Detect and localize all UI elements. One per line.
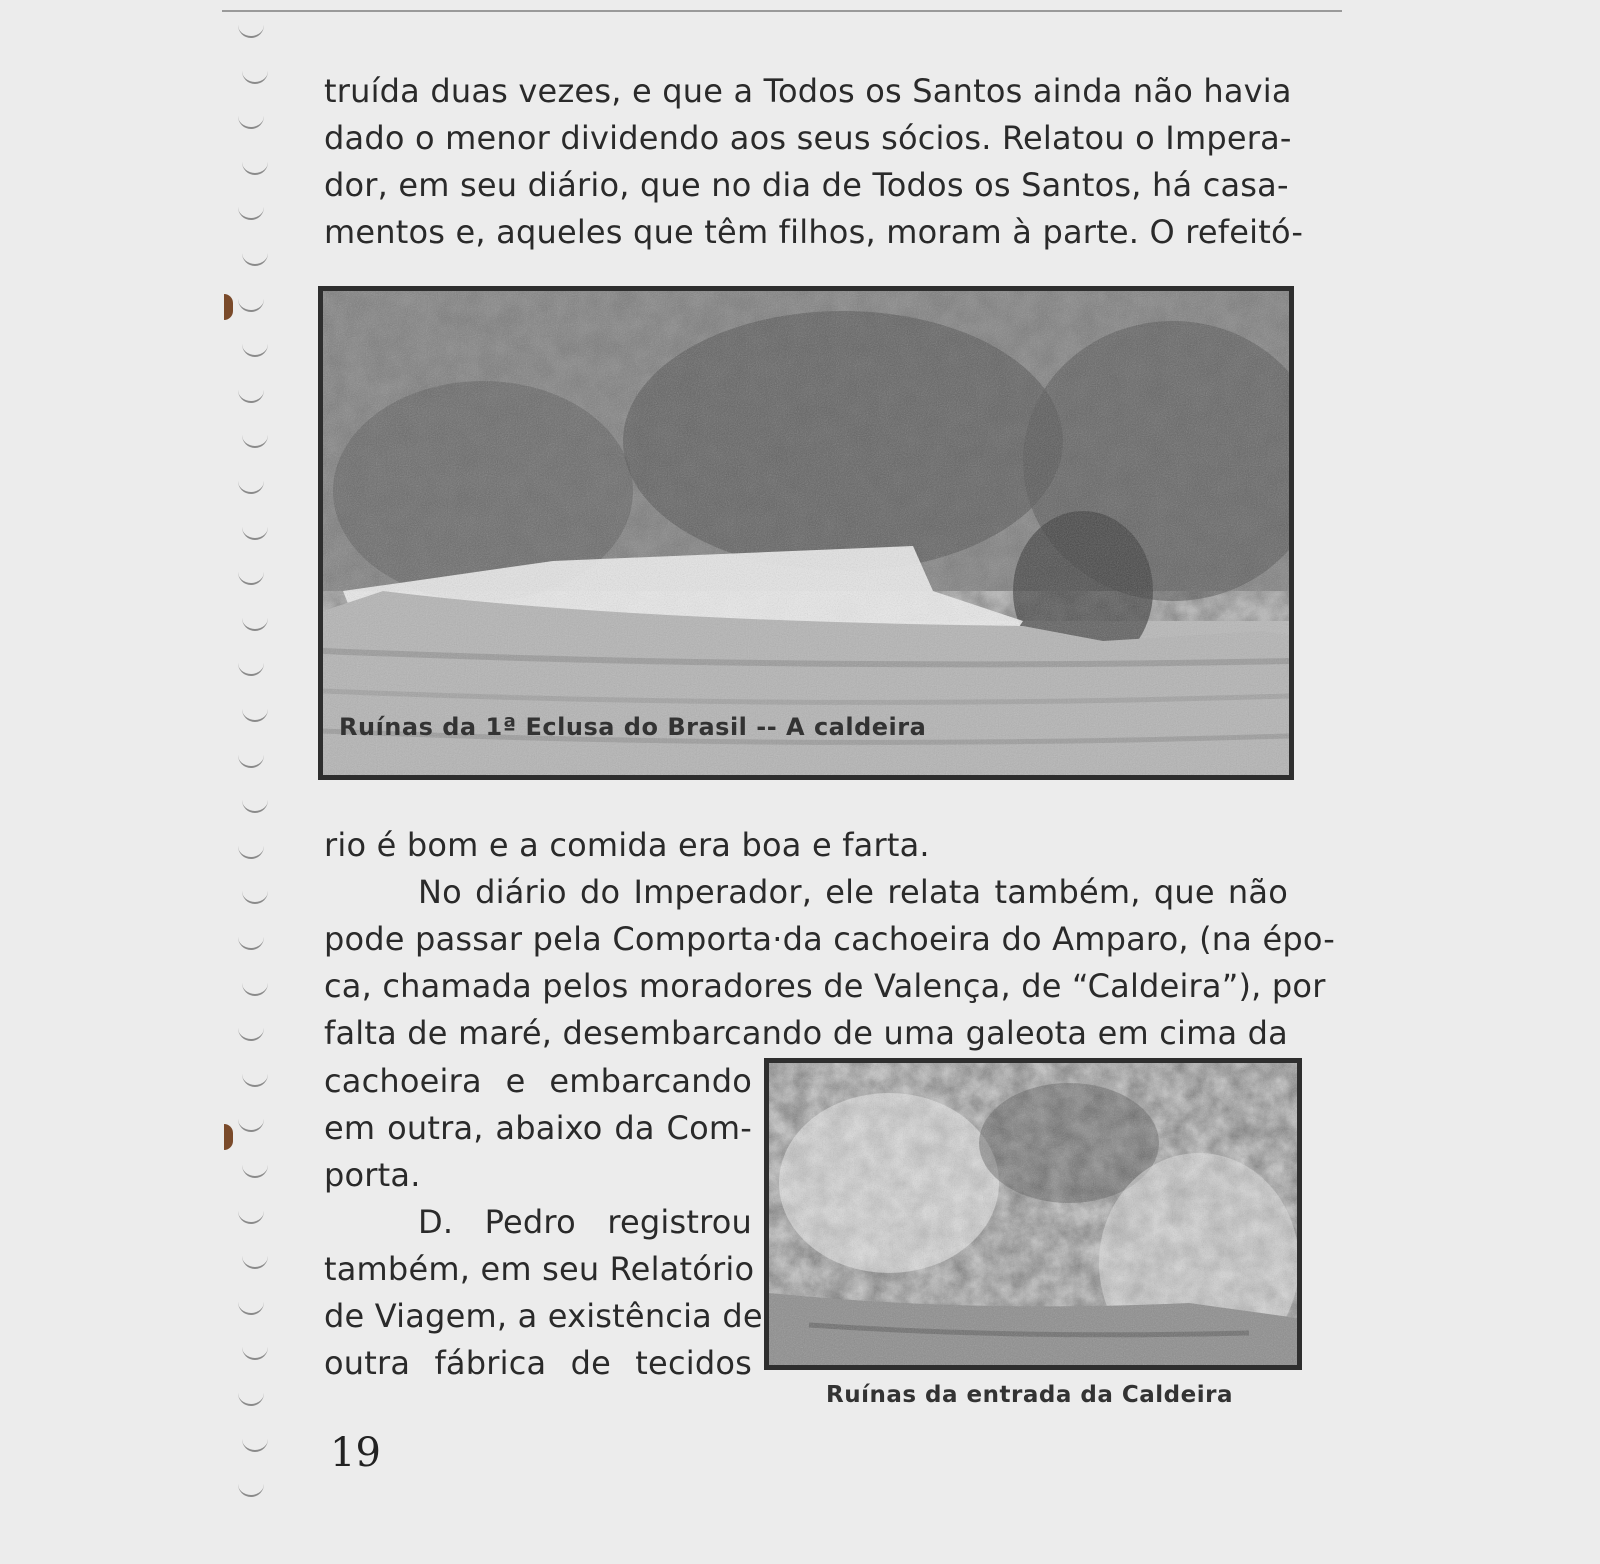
binding-curl <box>242 1255 268 1269</box>
photo-caldeira <box>764 1058 1302 1370</box>
binding-curl <box>238 24 264 38</box>
binding-curl <box>238 662 264 676</box>
text-line: dor, em seu diário, que no dia de Todos os Santos, há casa- <box>324 166 1289 204</box>
binding-curl <box>242 70 268 84</box>
text-line: falta de maré, desembarcando de uma galeota em cima da <box>324 1014 1288 1052</box>
binding-mark <box>224 294 233 320</box>
text-line: dado o menor dividendo aos seus sócios. Relatou o Impera- <box>324 119 1292 157</box>
binding-curl <box>242 708 268 722</box>
text-line: truída duas vezes, e que a Todos os Santos ainda não havia <box>324 72 1292 110</box>
binding-curl <box>238 754 264 768</box>
text-line: em outra, abaixo da Com- <box>324 1109 752 1147</box>
paragraph-top <box>324 68 1304 256</box>
binding-curl <box>238 1301 264 1315</box>
binding-curl <box>242 1073 268 1087</box>
binding-curl <box>238 1027 264 1041</box>
photo-caldeira-image <box>769 1063 1297 1365</box>
text-line: outra fábrica de tecidos <box>324 1344 752 1382</box>
binding-curl <box>238 571 264 585</box>
photo-eclusa-caption: Ruínas da 1ª Eclusa do Brasil -- A caldeira <box>339 713 927 741</box>
binding-curl <box>242 982 268 996</box>
binding-curl <box>242 526 268 540</box>
text-line: rio é bom e a comida era boa e farta. <box>324 826 930 864</box>
binding-curl <box>238 1210 264 1224</box>
text-line: pode passar pela Comporta·da cachoeira do Amparo, (na épo- <box>324 920 1335 958</box>
binding-curl <box>238 206 264 220</box>
binding-mark <box>224 1124 233 1150</box>
text-line: cachoeira e embarcando <box>324 1062 752 1100</box>
binding-curl <box>242 434 268 448</box>
binding-curl <box>238 1118 264 1132</box>
spiral-binding <box>232 24 292 1544</box>
text-line: D. Pedro registrou <box>418 1203 752 1241</box>
binding-curl <box>242 343 268 357</box>
paragraph-narrow <box>324 1058 763 1387</box>
binding-curl <box>242 799 268 813</box>
binding-curl <box>238 480 264 494</box>
photo-caldeira-caption: Ruínas da entrada da Caldeira <box>826 1382 1233 1408</box>
photo-eclusa-image <box>323 291 1289 775</box>
text-line: de Viagem, a existência de <box>324 1297 763 1335</box>
binding-curl <box>238 115 264 129</box>
binding-curl <box>238 1483 264 1497</box>
binding-curl <box>242 1346 268 1360</box>
binding-curl <box>242 1164 268 1178</box>
top-rule <box>222 10 1342 12</box>
binding-curl <box>242 617 268 631</box>
binding-curl <box>242 252 268 266</box>
binding-curl <box>238 936 264 950</box>
text-line: também, em seu Relatório <box>324 1250 755 1288</box>
text-line: mentos e, aqueles que têm filhos, moram à parte. O refeitó- <box>324 213 1304 251</box>
binding-curl <box>238 298 264 312</box>
binding-curl <box>238 389 264 403</box>
binding-curl <box>238 1392 264 1406</box>
text-line: ca, chamada pelos moradores de Valença, de “Caldeira”), por <box>324 967 1326 1005</box>
binding-curl <box>242 1438 268 1452</box>
page-number: 19 <box>330 1430 381 1476</box>
binding-curl <box>238 845 264 859</box>
binding-curl <box>242 161 268 175</box>
paragraph-middle <box>324 822 1335 1057</box>
binding-curl <box>242 890 268 904</box>
text-line: porta. <box>324 1156 421 1194</box>
photo-eclusa <box>318 286 1294 780</box>
text-line: No diário do Imperador, ele relata também, que não <box>418 873 1288 911</box>
